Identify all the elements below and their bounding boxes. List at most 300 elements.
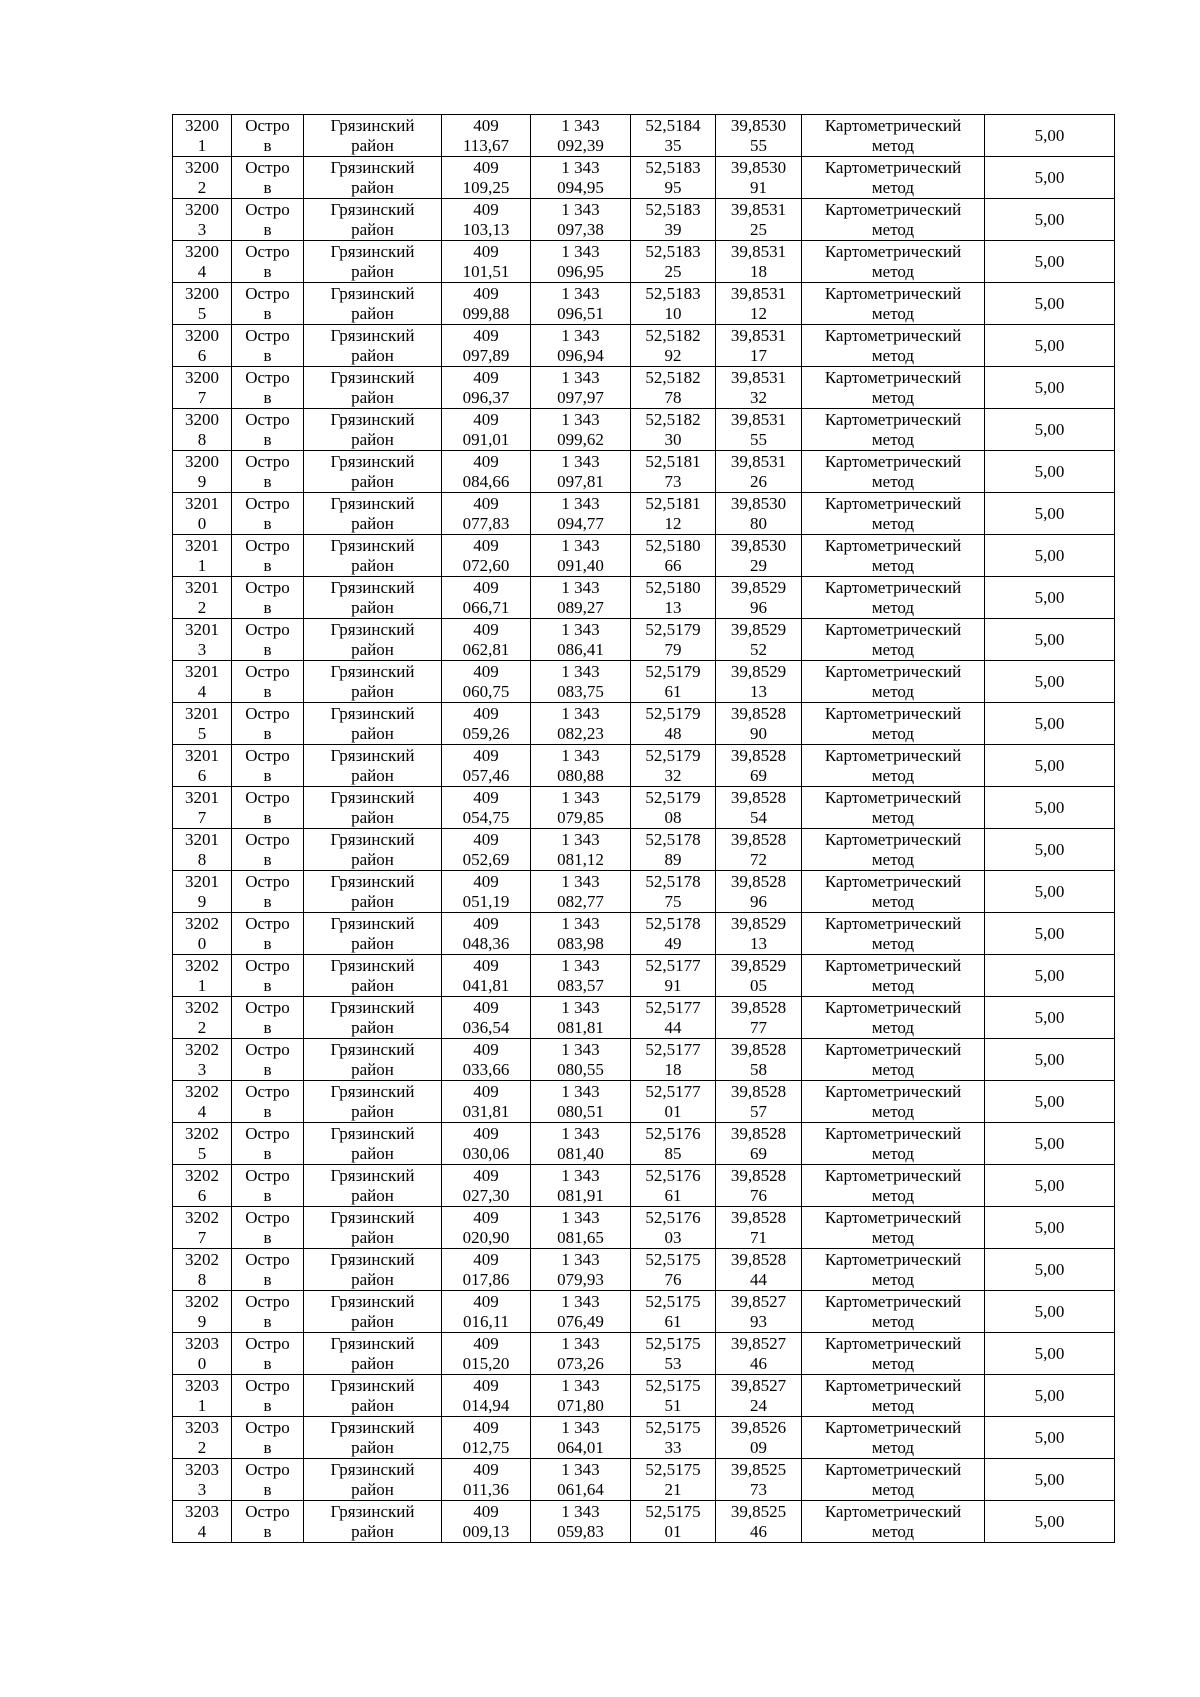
table-row: [173, 1417, 1115, 1459]
latitude-cell: [631, 1123, 716, 1165]
latitude-line-1: 52,5178: [645, 830, 701, 849]
district-line-2: район: [351, 640, 394, 659]
district-line-1: Грязинский: [330, 998, 415, 1017]
table-row: [173, 661, 1115, 703]
district-line-1: Грязинский: [330, 1376, 415, 1395]
coordinates-table: [172, 114, 1115, 1543]
latitude-line-2: 61: [664, 1312, 682, 1331]
longitude-cell: [716, 283, 802, 325]
method-line-1: Картометрический: [824, 410, 962, 429]
method-cell: [802, 1081, 985, 1123]
district-line-1: Грязинский: [330, 200, 415, 219]
district-line-2: район: [351, 1018, 394, 1037]
latitude-line-1: 52,5176: [645, 1208, 701, 1227]
district-line-1: Грязинский: [330, 1418, 415, 1437]
latitude-line-2: 10: [664, 304, 682, 323]
method-line-2: метод: [871, 1354, 915, 1373]
x-coordinate-line-1: 409: [473, 662, 499, 681]
district-line-2: район: [351, 598, 394, 617]
table-row: [173, 199, 1115, 241]
x-coordinate-cell: [442, 115, 531, 157]
latitude-cell: [631, 745, 716, 787]
accuracy-cell: 5,00: [985, 1249, 1115, 1291]
longitude-line-2: 69: [750, 766, 767, 785]
table-row: [173, 745, 1115, 787]
object-type-line-1: Остро: [245, 1124, 290, 1143]
district-line-2: район: [351, 976, 394, 995]
latitude-cell: [631, 1039, 716, 1081]
x-coordinate-line-2: 103,13: [462, 220, 510, 239]
point-number-line-1: 3200: [185, 410, 219, 429]
district-line-1: Грязинский: [330, 452, 415, 471]
point-number-line-2: 9: [197, 1312, 207, 1331]
object-type-line-1: Остро: [245, 116, 290, 135]
y-coordinate-cell: [531, 451, 631, 493]
object-type-line-1: Остро: [245, 914, 290, 933]
district-line-1: Грязинский: [330, 368, 415, 387]
district-cell: [304, 619, 442, 661]
latitude-cell: [631, 325, 716, 367]
y-coordinate-cell: [531, 1207, 631, 1249]
table-row: [173, 1459, 1115, 1501]
latitude-cell: [631, 115, 716, 157]
district-cell: [304, 745, 442, 787]
latitude-line-2: 25: [664, 262, 682, 281]
point-number-line-1: 3200: [185, 200, 219, 219]
method-line-2: метод: [871, 388, 915, 407]
district-line-2: район: [351, 1270, 394, 1289]
table-row: [173, 787, 1115, 829]
longitude-line-2: 54: [750, 808, 767, 827]
accuracy-cell: 5,00: [985, 1417, 1115, 1459]
y-coordinate-cell: [531, 199, 631, 241]
method-line-1: Картометрический: [824, 788, 962, 807]
district-line-2: район: [351, 1396, 394, 1415]
method-line-2: метод: [871, 1228, 915, 1247]
latitude-line-1: 52,5175: [645, 1250, 701, 1269]
y-coordinate-line-1: 1 343: [561, 1418, 600, 1437]
point-number-cell: [173, 451, 232, 493]
y-coordinate-cell: [531, 661, 631, 703]
district-line-2: район: [351, 934, 394, 953]
district-line-1: Грязинский: [330, 1250, 415, 1269]
y-coordinate-line-1: 1 343: [561, 872, 600, 891]
point-number-line-1: 3200: [185, 368, 219, 387]
x-coordinate-line-2: 097,89: [462, 346, 510, 365]
method-cell: [802, 661, 985, 703]
district-line-2: район: [351, 1522, 394, 1541]
x-coordinate-cell: [442, 1291, 531, 1333]
longitude-cell: [716, 241, 802, 283]
x-coordinate-line-1: 409: [473, 1418, 499, 1437]
point-number-cell: [173, 661, 232, 703]
point-number-line-2: 6: [197, 1186, 207, 1205]
accuracy-cell: 5,00: [985, 1375, 1115, 1417]
longitude-line-2: 55: [750, 136, 767, 155]
method-line-1: Картометрический: [824, 1082, 962, 1101]
y-coordinate-line-2: 081,65: [557, 1228, 604, 1247]
latitude-cell: [631, 1291, 716, 1333]
accuracy-cell: 5,00: [985, 535, 1115, 577]
district-line-1: Грязинский: [330, 1292, 415, 1311]
method-line-1: Картометрический: [824, 872, 962, 891]
district-line-2: район: [351, 346, 394, 365]
method-line-2: метод: [871, 220, 915, 239]
latitude-line-1: 52,5175: [645, 1334, 701, 1353]
longitude-cell: [716, 703, 802, 745]
district-line-1: Грязинский: [330, 494, 415, 513]
y-coordinate-line-1: 1 343: [561, 1250, 600, 1269]
method-cell: [802, 745, 985, 787]
district-cell: [304, 1333, 442, 1375]
method-line-2: метод: [871, 1060, 915, 1079]
method-line-2: метод: [871, 808, 915, 827]
object-type-line-2: в: [263, 1396, 272, 1415]
latitude-line-1: 52,5175: [645, 1418, 701, 1437]
longitude-line-1: 39,8527: [730, 1292, 787, 1311]
method-cell: [802, 157, 985, 199]
method-line-1: Картометрический: [824, 242, 962, 261]
longitude-line-1: 39,8528: [730, 746, 787, 765]
object-type-line-2: в: [263, 178, 272, 197]
x-coordinate-line-1: 409: [473, 956, 499, 975]
district-line-2: район: [351, 1186, 394, 1205]
y-coordinate-line-2: 079,93: [557, 1270, 604, 1289]
district-cell: [304, 1501, 442, 1543]
x-coordinate-cell: [442, 661, 531, 703]
accuracy-cell: 5,00: [985, 871, 1115, 913]
accuracy-cell: 5,00: [985, 325, 1115, 367]
object-type-cell: [232, 1081, 304, 1123]
object-type-cell: [232, 325, 304, 367]
x-coordinate-line-1: 409: [473, 998, 499, 1017]
method-cell: [802, 1501, 985, 1543]
x-coordinate-line-2: 012,75: [462, 1438, 510, 1457]
accuracy-cell: 5,00: [985, 451, 1115, 493]
x-coordinate-line-1: 409: [473, 872, 499, 891]
y-coordinate-line-1: 1 343: [561, 368, 600, 387]
y-coordinate-line-1: 1 343: [561, 536, 600, 555]
x-coordinate-line-2: 030,06: [462, 1144, 510, 1163]
x-coordinate-line-1: 409: [473, 368, 499, 387]
point-number-line-2: 1: [197, 136, 207, 155]
y-coordinate-line-2: 080,88: [557, 766, 604, 785]
district-cell: [304, 661, 442, 703]
latitude-cell: [631, 955, 716, 997]
y-coordinate-line-2: 080,51: [557, 1102, 604, 1121]
object-type-line-2: в: [263, 514, 272, 533]
method-line-2: метод: [871, 892, 915, 911]
latitude-cell: [631, 157, 716, 199]
method-cell: [802, 1165, 985, 1207]
longitude-line-1: 39,8531: [730, 452, 787, 471]
y-coordinate-line-2: 081,91: [557, 1186, 604, 1205]
table-row: [173, 1039, 1115, 1081]
x-coordinate-line-2: 099,88: [462, 304, 510, 323]
latitude-cell: [631, 1459, 716, 1501]
x-coordinate-line-2: 062,81: [462, 640, 510, 659]
method-line-1: Картометрический: [824, 284, 962, 303]
method-line-1: Картометрический: [824, 1376, 962, 1395]
longitude-line-1: 39,8528: [730, 872, 787, 891]
longitude-line-2: 18: [750, 262, 767, 281]
method-line-2: метод: [871, 1270, 915, 1289]
district-line-1: Грязинский: [330, 578, 415, 597]
object-type-cell: [232, 283, 304, 325]
point-number-line-1: 3202: [185, 998, 219, 1017]
x-coordinate-line-1: 409: [473, 1502, 499, 1521]
table-row: [173, 493, 1115, 535]
y-coordinate-line-1: 1 343: [561, 1082, 600, 1101]
district-cell: [304, 829, 442, 871]
y-coordinate-line-1: 1 343: [561, 914, 600, 933]
latitude-line-1: 52,5175: [645, 1502, 701, 1521]
longitude-line-2: 71: [750, 1228, 767, 1247]
accuracy-cell: 5,00: [985, 1039, 1115, 1081]
object-type-line-1: Остро: [245, 326, 290, 345]
x-coordinate-line-2: 101,51: [462, 262, 510, 281]
longitude-cell: [716, 577, 802, 619]
district-line-2: район: [351, 1144, 394, 1163]
point-number-line-1: 3202: [185, 956, 219, 975]
x-coordinate-line-1: 409: [473, 1166, 499, 1185]
latitude-cell: [631, 829, 716, 871]
method-cell: [802, 1375, 985, 1417]
x-coordinate-line-2: 091,01: [462, 430, 510, 449]
accuracy-cell: 5,00: [985, 745, 1115, 787]
longitude-line-2: 80: [750, 514, 767, 533]
point-number-line-2: 3: [197, 1480, 207, 1499]
method-line-1: Картометрический: [824, 536, 962, 555]
object-type-line-2: в: [263, 976, 272, 995]
y-coordinate-line-2: 081,40: [557, 1144, 604, 1163]
object-type-line-2: в: [263, 682, 272, 701]
x-coordinate-cell: [442, 913, 531, 955]
y-coordinate-cell: [531, 409, 631, 451]
point-number-line-1: 3203: [185, 1460, 219, 1479]
district-line-1: Грязинский: [330, 1502, 415, 1521]
latitude-line-1: 52,5177: [645, 956, 701, 975]
latitude-line-1: 52,5178: [645, 914, 701, 933]
point-number-line-1: 3203: [185, 1334, 219, 1353]
longitude-line-1: 39,8528: [730, 1166, 787, 1185]
method-line-1: Картометрический: [824, 1208, 962, 1227]
longitude-line-2: 25: [750, 220, 767, 239]
accuracy-cell: 5,00: [985, 955, 1115, 997]
y-coordinate-line-1: 1 343: [561, 1292, 600, 1311]
longitude-cell: [716, 1039, 802, 1081]
point-number-line-1: 3201: [185, 704, 219, 723]
method-line-1: Картометрический: [824, 746, 962, 765]
table-row: [173, 955, 1115, 997]
latitude-line-1: 52,5175: [645, 1460, 701, 1479]
longitude-cell: [716, 619, 802, 661]
object-type-cell: [232, 451, 304, 493]
object-type-cell: [232, 1375, 304, 1417]
y-coordinate-line-2: 097,81: [557, 472, 604, 491]
point-number-line-2: 7: [197, 388, 207, 407]
y-coordinate-cell: [531, 997, 631, 1039]
table-row: [173, 1165, 1115, 1207]
latitude-line-1: 52,5177: [645, 1040, 701, 1059]
table-row: [173, 1291, 1115, 1333]
y-coordinate-line-2: 091,40: [557, 556, 604, 575]
y-coordinate-line-1: 1 343: [561, 788, 600, 807]
object-type-cell: [232, 955, 304, 997]
latitude-cell: [631, 619, 716, 661]
longitude-line-1: 39,8530: [730, 116, 787, 135]
method-cell: [802, 283, 985, 325]
y-coordinate-line-1: 1 343: [561, 704, 600, 723]
method-line-1: Картометрический: [824, 578, 962, 597]
accuracy-cell: 5,00: [985, 367, 1115, 409]
x-coordinate-line-1: 409: [473, 326, 499, 345]
x-coordinate-line-1: 409: [473, 200, 499, 219]
x-coordinate-line-1: 409: [473, 536, 499, 555]
district-cell: [304, 367, 442, 409]
district-line-1: Грязинский: [330, 326, 415, 345]
district-line-1: Грязинский: [330, 746, 415, 765]
object-type-line-1: Остро: [245, 578, 290, 597]
x-coordinate-cell: [442, 409, 531, 451]
point-number-line-1: 3202: [185, 1292, 219, 1311]
x-coordinate-cell: [442, 157, 531, 199]
x-coordinate-cell: [442, 1333, 531, 1375]
x-coordinate-line-2: 113,67: [462, 136, 510, 155]
table-row: [173, 451, 1115, 493]
point-number-line-1: 3201: [185, 788, 219, 807]
latitude-line-2: 12: [664, 514, 682, 533]
y-coordinate-cell: [531, 703, 631, 745]
point-number-cell: [173, 1291, 232, 1333]
longitude-cell: [716, 871, 802, 913]
accuracy-cell: 5,00: [985, 115, 1115, 157]
y-coordinate-cell: [531, 1417, 631, 1459]
accuracy-cell: 5,00: [985, 829, 1115, 871]
object-type-line-2: в: [263, 850, 272, 869]
y-coordinate-line-1: 1 343: [561, 1502, 600, 1521]
point-number-line-1: 3203: [185, 1376, 219, 1395]
method-line-2: метод: [871, 1396, 915, 1415]
point-number-line-2: 1: [197, 976, 207, 995]
longitude-line-1: 39,8531: [730, 284, 787, 303]
method-cell: [802, 1123, 985, 1165]
method-cell: [802, 829, 985, 871]
point-number-cell: [173, 535, 232, 577]
point-number-line-2: 3: [197, 640, 207, 659]
x-coordinate-cell: [442, 619, 531, 661]
method-cell: [802, 955, 985, 997]
latitude-cell: [631, 913, 716, 955]
object-type-line-1: Остро: [245, 1502, 290, 1521]
longitude-cell: [716, 829, 802, 871]
method-line-2: метод: [871, 1522, 915, 1541]
object-type-cell: [232, 619, 304, 661]
method-line-2: метод: [871, 1186, 915, 1205]
district-line-1: Грязинский: [330, 410, 415, 429]
longitude-cell: [716, 1417, 802, 1459]
point-number-line-2: 7: [197, 808, 207, 827]
accuracy-cell: 5,00: [985, 241, 1115, 283]
object-type-cell: [232, 367, 304, 409]
method-line-2: метод: [871, 934, 915, 953]
object-type-line-2: в: [263, 1144, 272, 1163]
method-cell: [802, 325, 985, 367]
method-line-1: Картометрический: [824, 452, 962, 471]
x-coordinate-line-2: 031,81: [462, 1102, 510, 1121]
x-coordinate-line-2: 109,25: [462, 178, 510, 197]
object-type-line-2: в: [263, 1102, 272, 1121]
point-number-line-2: 8: [197, 850, 207, 869]
latitude-line-2: 30: [664, 430, 682, 449]
district-cell: [304, 955, 442, 997]
method-line-2: метод: [871, 640, 915, 659]
latitude-cell: [631, 199, 716, 241]
district-line-1: Грязинский: [330, 1082, 415, 1101]
object-type-cell: [232, 115, 304, 157]
method-cell: [802, 1207, 985, 1249]
latitude-line-2: 85: [664, 1144, 682, 1163]
latitude-line-2: 39: [664, 220, 682, 239]
y-coordinate-line-1: 1 343: [561, 158, 600, 177]
y-coordinate-cell: [531, 745, 631, 787]
y-coordinate-line-1: 1 343: [561, 1040, 600, 1059]
district-line-2: район: [351, 388, 394, 407]
x-coordinate-cell: [442, 1165, 531, 1207]
longitude-cell: [716, 535, 802, 577]
point-number-cell: [173, 1249, 232, 1291]
method-line-2: метод: [871, 850, 915, 869]
accuracy-cell: 5,00: [985, 493, 1115, 535]
longitude-line-2: 57: [750, 1102, 767, 1121]
method-cell: [802, 535, 985, 577]
x-coordinate-line-2: 020,90: [462, 1228, 510, 1247]
table-row: [173, 997, 1115, 1039]
method-line-2: метод: [871, 976, 915, 995]
longitude-cell: [716, 997, 802, 1039]
x-coordinate-cell: [442, 535, 531, 577]
latitude-cell: [631, 1501, 716, 1543]
district-line-1: Грязинский: [330, 872, 415, 891]
method-cell: [802, 1039, 985, 1081]
object-type-line-2: в: [263, 934, 272, 953]
point-number-cell: [173, 325, 232, 367]
latitude-line-1: 52,5179: [645, 704, 701, 723]
method-line-1: Картометрический: [824, 1334, 962, 1353]
longitude-line-2: 13: [750, 934, 767, 953]
latitude-cell: [631, 1417, 716, 1459]
longitude-line-1: 39,8527: [730, 1334, 787, 1353]
district-line-1: Грязинский: [330, 158, 415, 177]
latitude-line-1: 52,5175: [645, 1376, 701, 1395]
y-coordinate-line-1: 1 343: [561, 746, 600, 765]
district-cell: [304, 115, 442, 157]
x-coordinate-line-2: 052,69: [462, 850, 510, 869]
point-number-cell: [173, 1081, 232, 1123]
district-line-1: Грязинский: [330, 914, 415, 933]
longitude-line-2: 72: [750, 850, 767, 869]
longitude-line-1: 39,8529: [730, 662, 787, 681]
district-cell: [304, 409, 442, 451]
object-type-line-1: Остро: [245, 200, 290, 219]
y-coordinate-line-2: 076,49: [557, 1312, 604, 1331]
y-coordinate-line-2: 083,75: [557, 682, 604, 701]
longitude-line-1: 39,8528: [730, 998, 787, 1017]
longitude-line-1: 39,8529: [730, 956, 787, 975]
x-coordinate-cell: [442, 997, 531, 1039]
object-type-cell: [232, 409, 304, 451]
method-line-1: Картометрический: [824, 326, 962, 345]
